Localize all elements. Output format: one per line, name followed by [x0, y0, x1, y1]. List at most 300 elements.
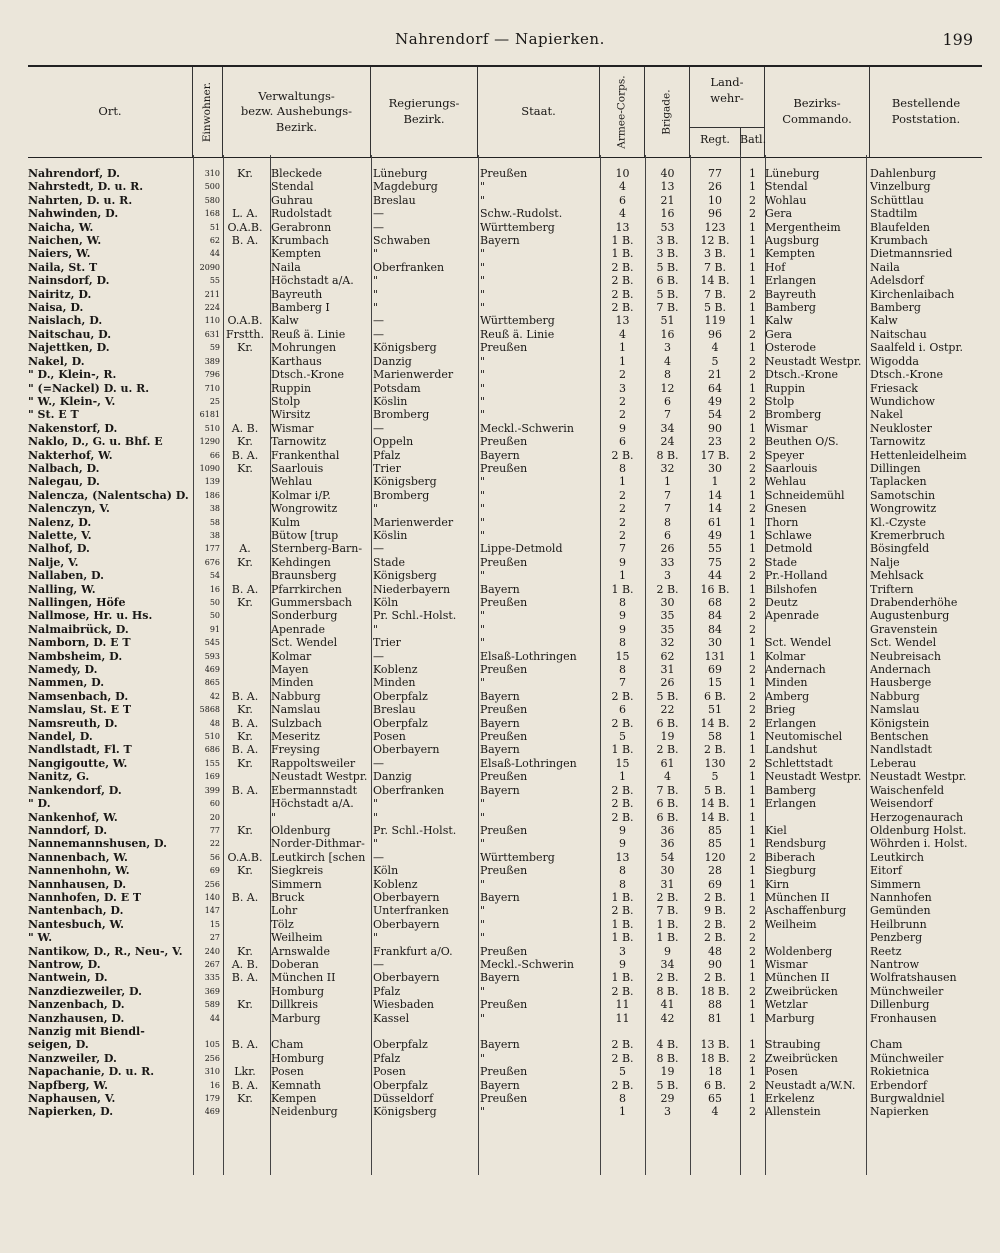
landwehr-regt-cell: 14 B.	[700, 810, 730, 824]
landwehr-batl-cell: 1	[749, 180, 756, 194]
landwehr-regt-cell: 5	[711, 770, 719, 784]
armee-corps-cell: 2	[619, 515, 626, 529]
header-bezirks-commando: Bezirks- Commando.	[765, 67, 870, 157]
ort-cell: Nahrstedt, D. u. R.	[28, 180, 144, 194]
einwohner-cell: 310	[204, 169, 220, 178]
header-batl: Batl.	[740, 133, 767, 146]
armee-corps-cell: 13	[615, 850, 630, 864]
staat-cell: Preußen	[480, 1092, 528, 1106]
staat-cell: "	[480, 274, 486, 288]
brigade-cell: 1	[664, 475, 671, 489]
poststation-cell: Dtsch.-Krone	[870, 368, 944, 382]
verwaltung-bezirk-cell: Homburg	[271, 984, 325, 998]
landwehr-regt-cell: 14 B.	[700, 797, 730, 811]
landwehr-regt-cell: 61	[708, 515, 722, 529]
bezirks-commando-cell: Augsburg	[765, 234, 820, 248]
verwaltung-type-cell: B. A.	[231, 971, 259, 985]
verwaltung-bezirk-cell: Reuß ä. Linie	[271, 327, 346, 341]
regierung-cell: "	[373, 797, 379, 811]
landwehr-regt-cell: 21	[708, 368, 722, 382]
armee-corps-cell: 1	[619, 1105, 626, 1119]
table-row	[28, 904, 982, 917]
landwehr-regt-cell: 5	[711, 354, 719, 368]
staat-cell: "	[480, 488, 486, 502]
ort-cell: Nahrendorf, D.	[28, 167, 120, 180]
bezirks-commando-cell: Wohlau	[765, 193, 807, 207]
einwohner-cell: 369	[204, 986, 220, 996]
landwehr-batl-cell: 1	[749, 301, 756, 315]
verwaltung-bezirk-cell: Kulm	[271, 515, 301, 529]
armee-corps-cell: 13	[615, 314, 630, 328]
verwaltung-bezirk-cell: Sulzbach	[271, 716, 322, 730]
staat-cell: "	[480, 394, 486, 408]
verwaltung-bezirk-cell: Kempten	[271, 247, 321, 261]
brigade-cell: 3 B.	[656, 247, 679, 261]
table-row	[28, 395, 982, 408]
armee-corps-cell: 1 B.	[611, 743, 634, 757]
verwaltung-type-cell: A. B.	[231, 957, 259, 971]
poststation-cell: Naila	[870, 260, 900, 274]
verwaltung-bezirk-cell: Norder-Dithmar-	[271, 837, 365, 851]
verwaltung-bezirk-cell: Nabburg	[271, 689, 321, 703]
einwohner-cell: 865	[204, 678, 220, 688]
ort-cell: Nankendorf, D.	[28, 783, 122, 797]
ort-cell: Nanndorf, D.	[28, 823, 108, 837]
poststation-cell: Mehlsack	[870, 569, 924, 583]
ort-cell: Nannhausen, D.	[28, 877, 127, 891]
landwehr-regt-cell: 64	[708, 381, 722, 395]
brigade-cell: 3	[664, 569, 671, 583]
poststation-cell: Taplacken	[870, 475, 927, 489]
verwaltung-bezirk-cell: Tölz	[271, 917, 294, 931]
bezirks-commando-cell: Gnesen	[765, 502, 807, 516]
poststation-cell: Adelsdorf	[870, 274, 924, 288]
staat-cell: "	[480, 810, 486, 824]
poststation-cell: Augustenburg	[870, 609, 950, 623]
armee-corps-cell: 4	[619, 327, 626, 341]
landwehr-regt-cell: 84	[708, 609, 722, 623]
verwaltung-bezirk-cell: Kolmar	[271, 649, 312, 663]
landwehr-regt-cell: 14 B.	[700, 716, 730, 730]
landwehr-batl-cell: 1	[749, 957, 756, 971]
landwehr-batl-cell: 1	[749, 260, 756, 274]
brigade-cell: 42	[660, 1011, 675, 1025]
header-armee-corps: Armee-Corps.	[600, 67, 645, 157]
regierung-cell: Schwaben	[373, 234, 431, 248]
brigade-cell: 16	[660, 327, 675, 341]
ort-cell: Nalette, V.	[28, 528, 92, 542]
regierung-cell: Posen	[373, 730, 406, 744]
ort-cell: Napachanie, D. u. R.	[28, 1065, 155, 1079]
table-row	[28, 770, 982, 783]
table-row	[28, 180, 982, 193]
landwehr-batl-cell: 2	[749, 368, 756, 382]
landwehr-regt-cell: 2 B.	[703, 971, 727, 985]
einwohner-cell: 2090	[199, 262, 220, 272]
armee-corps-cell: 15	[615, 649, 630, 663]
landwehr-batl-cell: 1	[749, 797, 756, 811]
einwohner-cell: 593	[204, 651, 220, 661]
verwaltung-bezirk-cell: Wongrowitz	[271, 502, 338, 516]
brigade-cell: 7	[664, 502, 671, 516]
armee-corps-cell: 2 B.	[611, 716, 634, 730]
ort-cell: Nalenczyn, V.	[28, 502, 110, 516]
landwehr-regt-cell: 96	[708, 327, 722, 341]
armee-corps-cell: 13	[615, 220, 630, 234]
ort-cell: Nalling, W.	[28, 582, 96, 596]
armee-corps-cell: 9	[619, 622, 626, 636]
regierung-cell: Oberbayern	[373, 743, 440, 757]
table-row	[28, 784, 982, 797]
ort-cell: Nangigoutte, W.	[28, 756, 128, 770]
verwaltung-bezirk-cell: Rappoltsweiler	[271, 756, 356, 770]
armee-corps-cell: 3	[619, 381, 626, 395]
bezirks-commando-cell: Kolmar	[765, 649, 806, 663]
bezirks-commando-cell: Schlettstadt	[765, 756, 833, 770]
regierung-cell: Düsseldorf	[373, 1092, 434, 1106]
bezirks-commando-cell: Neustadt Westpr.	[765, 770, 862, 784]
staat-cell: "	[480, 837, 486, 851]
armee-corps-cell: 5	[619, 730, 626, 744]
brigade-cell: 16	[660, 207, 675, 221]
landwehr-batl-cell: 1	[749, 1092, 756, 1106]
einwohner-cell: 267	[204, 959, 220, 969]
staat-cell: Württemberg	[480, 220, 555, 234]
landwehr-regt-cell: 4	[711, 341, 719, 355]
poststation-cell: Königstein	[870, 716, 930, 730]
bezirks-commando-cell: Sct. Wendel	[765, 636, 832, 650]
ort-cell: Nambsheim, D.	[28, 649, 123, 663]
header-staat: Staat.	[478, 67, 600, 157]
einwohner-cell: 140	[204, 892, 220, 902]
landwehr-batl-cell: 1	[749, 247, 756, 261]
armee-corps-cell: 4	[619, 180, 626, 194]
header-einwohner: Einwohner.	[193, 67, 223, 157]
bezirks-commando-cell: Erlangen	[765, 716, 817, 730]
bezirks-commando-cell: Stolp	[765, 394, 795, 408]
poststation-cell: Leutkirch	[870, 850, 925, 864]
verwaltung-bezirk-cell: Tarnowitz	[271, 435, 327, 449]
brigade-cell: 29	[660, 1092, 675, 1106]
staat-cell: "	[480, 381, 486, 395]
armee-corps-cell: 2 B.	[611, 904, 634, 918]
bezirks-commando-cell: Wismar	[765, 957, 808, 971]
regierung-cell: Frankfurt a/O.	[373, 944, 453, 958]
landwehr-regt-cell: 28	[708, 864, 722, 878]
brigade-cell: 19	[660, 1065, 675, 1079]
poststation-cell: Nantrow	[870, 957, 919, 971]
bezirks-commando-cell: Ruppin	[765, 381, 806, 395]
bezirks-commando-cell: Dtsch.-Krone	[765, 368, 839, 382]
regierung-cell: Wiesbaden	[373, 998, 435, 1012]
verwaltung-bezirk-cell: Kalw	[271, 314, 299, 328]
poststation-cell: Bösingfeld	[870, 542, 930, 556]
poststation-cell: Vinzelburg	[870, 180, 931, 194]
landwehr-batl-cell: 2	[749, 502, 756, 516]
verwaltung-bezirk-cell: Höchstadt a/A.	[271, 797, 354, 811]
regierung-cell: Trier	[373, 461, 401, 475]
einwohner-cell: 69	[209, 866, 220, 876]
landwehr-regt-cell: 84	[708, 622, 722, 636]
brigade-cell: 7 B.	[656, 783, 679, 797]
landwehr-batl-cell: 2	[749, 756, 756, 770]
ort-cell: Namedy, D.	[28, 663, 98, 677]
landwehr-batl-cell: 2	[749, 1078, 756, 1092]
verwaltung-type-cell: Kr.	[237, 703, 253, 717]
einwohner-cell: 16	[209, 1080, 220, 1090]
table-row	[28, 971, 982, 984]
verwaltung-bezirk-cell: Frankenthal	[271, 448, 340, 462]
regierung-cell: —	[373, 220, 384, 234]
brigade-cell: 19	[660, 730, 675, 744]
landwehr-regt-cell: 75	[708, 555, 722, 569]
ort-cell: Nanzig mit Biendl-	[28, 1025, 145, 1038]
brigade-cell: 2 B.	[656, 890, 679, 904]
einwohner-cell: 179	[204, 1094, 220, 1104]
landwehr-batl-cell: 1	[749, 488, 756, 502]
landwehr-batl-cell: 2	[749, 622, 756, 636]
verwaltung-bezirk-cell: Marburg	[271, 1011, 321, 1025]
staat-cell: Bayern	[480, 716, 520, 730]
landwehr-regt-cell: 7 B.	[703, 287, 727, 301]
poststation-cell: Samotschin	[870, 488, 936, 502]
einwohner-cell: 177	[204, 544, 220, 554]
staat-cell: "	[480, 877, 486, 891]
verwaltung-type-cell: Kr.	[237, 167, 253, 180]
ort-cell: Namsreuth, D.	[28, 716, 118, 730]
bezirks-commando-cell: Rendsburg	[765, 837, 826, 851]
ort-cell: Nalbach, D.	[28, 461, 100, 475]
verwaltung-bezirk-cell: Siegkreis	[271, 864, 324, 878]
staat-cell: "	[480, 301, 486, 315]
armee-corps-cell: 8	[619, 596, 626, 609]
poststation-cell: Gemünden	[870, 904, 931, 918]
landwehr-batl-cell: 2	[749, 354, 756, 368]
table-row	[28, 690, 982, 703]
landwehr-regt-cell: 14 B.	[700, 274, 730, 288]
einwohner-cell: 256	[204, 1053, 220, 1063]
poststation-cell: Kirchenlaibach	[870, 287, 955, 301]
landwehr-batl-cell: 2	[749, 917, 756, 931]
verwaltung-bezirk-cell: Sternberg-Barn-	[271, 542, 363, 556]
armee-corps-cell: 2 B.	[611, 1078, 634, 1092]
poststation-cell: Kalw	[870, 314, 898, 328]
brigade-cell: 4 B.	[656, 1038, 679, 1052]
brigade-cell: 6 B.	[656, 274, 679, 288]
einwohner-cell: 20	[209, 812, 220, 822]
brigade-cell: 5 B.	[656, 260, 679, 274]
brigade-cell: 61	[660, 756, 675, 770]
landwehr-batl-cell: 1	[749, 649, 756, 663]
ort-cell: Namborn, D. E T	[28, 636, 131, 650]
armee-corps-cell: 2	[619, 394, 626, 408]
page-number: 199	[942, 30, 973, 49]
regierung-cell: "	[373, 837, 379, 851]
poststation-cell: Blaufelden	[870, 220, 930, 234]
verwaltung-bezirk-cell: Wehlau	[271, 475, 313, 489]
einwohner-cell: 16	[209, 584, 220, 594]
bezirks-commando-cell: Pr.-Holland	[765, 569, 828, 583]
armee-corps-cell: 2	[619, 502, 626, 516]
verwaltung-bezirk-cell: Dtsch.-Krone	[271, 368, 345, 382]
landwehr-batl-cell: 1	[749, 783, 756, 797]
armee-corps-cell: 8	[619, 636, 626, 650]
landwehr-regt-cell: 69	[708, 877, 722, 891]
bezirks-commando-cell: Zweibrücken	[765, 1051, 838, 1065]
verwaltung-bezirk-cell: Meseritz	[271, 730, 320, 744]
brigade-cell: 8 B.	[656, 984, 679, 998]
landwehr-regt-cell: 13 B.	[700, 1038, 730, 1052]
regierung-cell: Koblenz	[373, 663, 418, 677]
regierung-cell: Stade	[373, 555, 406, 569]
landwehr-batl-cell: 1	[749, 421, 756, 435]
einwohner-cell: 399	[204, 785, 220, 795]
staat-cell: Preußen	[480, 555, 528, 569]
staat-cell: Preußen	[480, 770, 528, 784]
ort-cell: Nakenstorf, D.	[28, 421, 118, 435]
brigade-cell: 36	[660, 823, 675, 837]
brigade-cell: 5 B.	[656, 689, 679, 703]
verwaltung-bezirk-cell: Kolmar i/P.	[271, 488, 331, 502]
table-row	[28, 998, 982, 1011]
bezirks-commando-cell: Osterode	[765, 341, 817, 355]
ort-cell: Nallingen, Höfe	[28, 596, 126, 609]
table-row	[28, 985, 982, 998]
landwehr-batl-cell: 2	[749, 555, 756, 569]
bezirks-commando-cell: Kirn	[765, 877, 790, 891]
landwehr-batl-cell: 2	[749, 475, 756, 489]
landwehr-batl-cell: 1	[749, 220, 756, 234]
armee-corps-cell: 15	[615, 756, 630, 770]
poststation-cell: Wongrowitz	[870, 502, 937, 516]
table-row	[28, 207, 982, 220]
staat-cell: Bayern	[480, 743, 520, 757]
einwohner-cell: 51	[209, 222, 220, 232]
poststation-cell: Nakel	[870, 408, 903, 422]
einwohner-cell: 105	[204, 1040, 220, 1050]
landwehr-regt-cell: 14	[708, 488, 722, 502]
landwehr-batl-cell: 1	[749, 167, 756, 180]
verwaltung-type-cell: Kr.	[237, 461, 253, 475]
staat-cell: "	[480, 475, 486, 489]
brigade-cell: 35	[660, 609, 675, 623]
brigade-cell: 34	[660, 957, 675, 971]
einwohner-cell: 22	[209, 839, 220, 849]
landwehr-batl-cell: 1	[749, 274, 756, 288]
staat-cell: Elsaß-Lothringen	[480, 756, 577, 770]
landwehr-batl-cell: 2	[749, 448, 756, 462]
bezirks-commando-cell: Wetzlar	[765, 998, 808, 1012]
landwehr-batl-cell: 2	[749, 327, 756, 341]
verwaltung-bezirk-cell: Ebermannstadt	[271, 783, 358, 797]
staat-cell: Bayern	[480, 234, 520, 248]
staat-cell: Bayern	[480, 448, 520, 462]
einwohner-cell: 240	[204, 946, 220, 956]
einwohner-cell: 631	[204, 329, 220, 339]
einwohner-cell: 796	[204, 370, 220, 380]
table-row	[28, 288, 982, 301]
poststation-cell: Dahlenburg	[870, 167, 936, 180]
ort-cell: Namslau, St. E T	[28, 703, 132, 717]
bezirks-commando-cell: Aschaffenburg	[765, 904, 847, 918]
poststation-cell: Krumbach	[870, 234, 928, 248]
verwaltung-bezirk-cell: Mohrungen	[271, 341, 337, 355]
ort-cell: Nahrten, D. u. R.	[28, 193, 133, 207]
table-row	[28, 730, 982, 743]
table-row	[28, 408, 982, 421]
verwaltung-bezirk-cell: Simmern	[271, 877, 322, 891]
regierung-cell: Koblenz	[373, 877, 418, 891]
staat-cell: "	[480, 904, 486, 918]
armee-corps-cell: 3	[619, 944, 626, 958]
armee-corps-cell: 2	[619, 488, 626, 502]
bezirks-commando-cell: Speyer	[765, 448, 805, 462]
staat-cell: Schw.-Rudolst.	[480, 207, 563, 221]
armee-corps-cell: 2 B.	[611, 1038, 634, 1052]
landwehr-batl-cell: 2	[749, 689, 756, 703]
verwaltung-bezirk-cell: Stolp	[271, 394, 301, 408]
staat-cell: Reuß ä. Linie	[480, 327, 555, 341]
ort-cell: " St. E T	[28, 408, 79, 422]
einwohner-cell: 44	[209, 1013, 220, 1023]
brigade-cell: 53	[660, 220, 675, 234]
poststation-cell: Cham	[870, 1038, 903, 1052]
staat-cell: "	[480, 609, 486, 623]
verwaltung-bezirk-cell: Gerabronn	[271, 220, 332, 234]
poststation-cell: Naitschau	[870, 327, 927, 341]
ort-cell: Napfberg, W.	[28, 1078, 108, 1092]
landwehr-regt-cell: 85	[708, 837, 722, 851]
bezirks-commando-cell: Allenstein	[765, 1105, 821, 1119]
bezirks-commando-cell: Neustadt a/W.N.	[765, 1078, 856, 1092]
ort-cell: Nairitz, D.	[28, 287, 92, 301]
regierung-cell: —	[373, 314, 384, 328]
armee-corps-cell: 2 B.	[611, 448, 634, 462]
ort-cell: Nakterhof, W.	[28, 448, 113, 462]
landwehr-regt-cell: 12 B.	[700, 234, 730, 248]
armee-corps-cell: 5	[619, 1065, 626, 1079]
verwaltung-bezirk-cell: "	[271, 810, 277, 824]
staat-cell: Preußen	[480, 461, 528, 475]
bezirks-commando-cell: Schlawe	[765, 528, 812, 542]
staat-cell: Bayern	[480, 890, 520, 904]
table-row	[28, 462, 982, 475]
header-verwaltung: Verwaltungs- bezw. Aushebungs- Bezirk.	[223, 67, 371, 157]
landwehr-regt-cell: 68	[708, 596, 722, 609]
verwaltung-type-cell: B. A.	[231, 890, 259, 904]
staat-cell: Bayern	[480, 971, 520, 985]
brigade-cell: 51	[660, 314, 675, 328]
verwaltung-bezirk-cell: Wismar	[271, 421, 314, 435]
table-row	[28, 489, 982, 502]
regierung-cell: —	[373, 542, 384, 556]
landwehr-batl-cell: 2	[749, 663, 756, 677]
table-row	[28, 301, 982, 314]
regierung-cell: Königsberg	[373, 475, 437, 489]
table-row	[28, 811, 982, 824]
verwaltung-bezirk-cell: Höchstadt a/A.	[271, 274, 354, 288]
regierung-cell: "	[373, 287, 379, 301]
table-row	[28, 261, 982, 274]
table-row	[28, 837, 982, 850]
landwehr-regt-cell: 69	[708, 663, 722, 677]
regierung-cell: —	[373, 957, 384, 971]
poststation-cell: Andernach	[870, 663, 931, 677]
ort-cell: Nanitz, G.	[28, 770, 90, 784]
verwaltung-bezirk-cell: Lohr	[271, 904, 298, 918]
bezirks-commando-cell: Marburg	[765, 1011, 815, 1025]
bezirks-commando-cell: Wismar	[765, 421, 808, 435]
